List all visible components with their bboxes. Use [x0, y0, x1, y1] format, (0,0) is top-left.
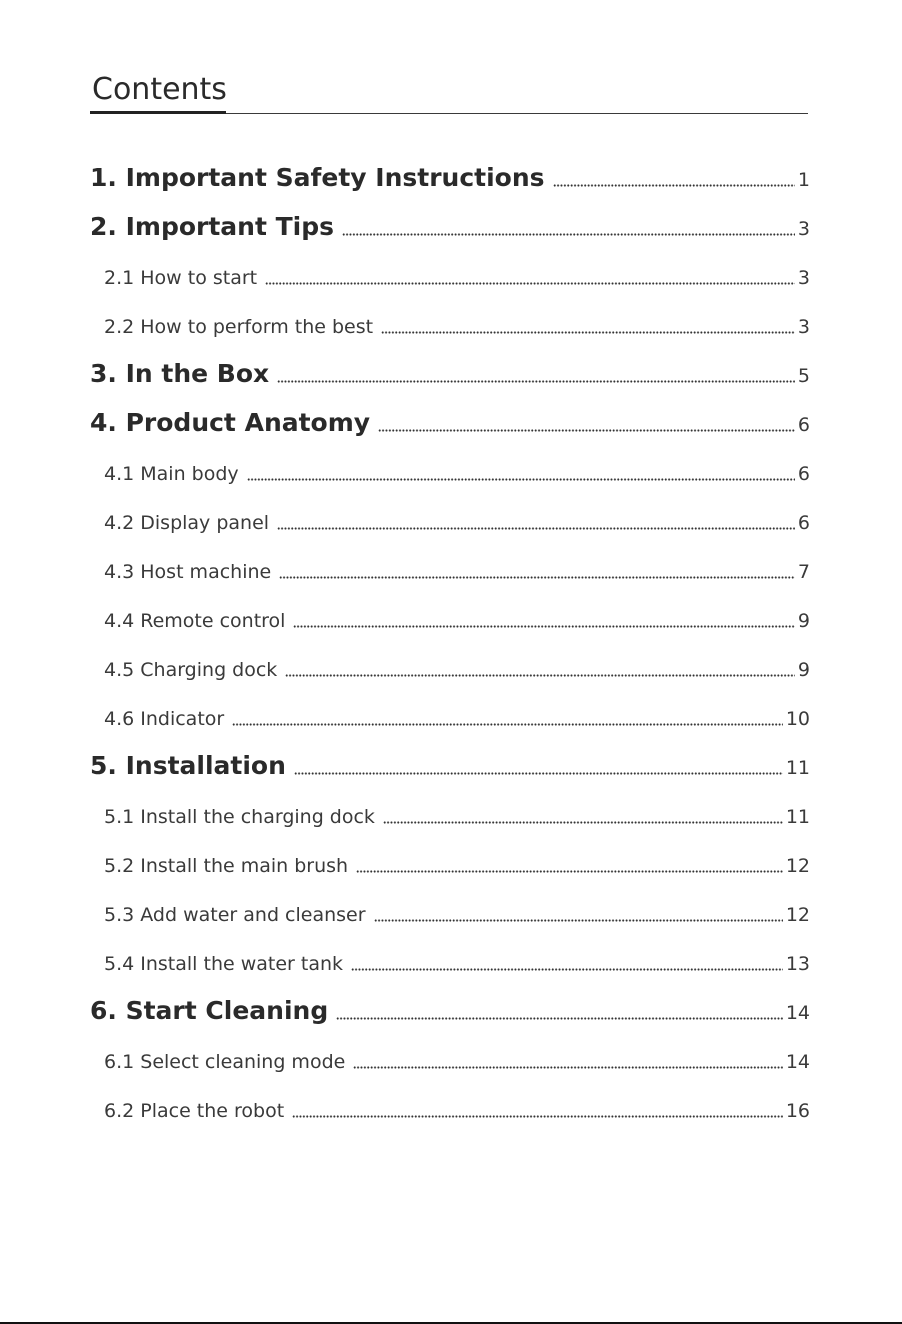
dot-leader	[285, 674, 795, 677]
toc-page-number: 7	[797, 561, 810, 583]
dot-leader	[294, 772, 783, 775]
toc-page-number: 6	[797, 512, 810, 534]
toc-page-number: 11	[785, 806, 810, 828]
toc-subentry-label: 5.3 Add water and cleanser	[104, 904, 366, 926]
toc-subentry[interactable]	[90, 693, 810, 742]
toc-subentry-label: 4.6 Indicator	[104, 708, 225, 730]
title-underline-accent	[90, 111, 226, 114]
dot-leader	[383, 821, 783, 824]
toc-entry[interactable]	[90, 154, 810, 203]
toc-page-number: 3	[797, 218, 810, 240]
toc-subentry[interactable]	[90, 448, 810, 497]
toc-subentry-label: 4.1 Main body	[104, 463, 239, 485]
toc-page-number: 12	[785, 904, 810, 926]
toc-page-number: 14	[785, 1002, 810, 1024]
toc-entry[interactable]	[90, 399, 810, 448]
toc-subentry[interactable]	[90, 595, 810, 644]
dot-leader	[277, 527, 795, 530]
toc-subentry-label: 5.1 Install the charging dock	[104, 806, 375, 828]
dot-leader	[336, 1017, 783, 1020]
dot-leader	[292, 1115, 783, 1118]
dot-leader	[378, 429, 795, 432]
toc-page-number: 16	[785, 1100, 810, 1122]
toc-subentry[interactable]	[90, 840, 810, 889]
dot-leader	[232, 723, 783, 726]
toc-subentry-label: 6.1 Select cleaning mode	[104, 1051, 346, 1073]
dot-leader	[277, 380, 795, 383]
toc-entry-label: 4. Product Anatomy	[90, 408, 371, 437]
toc-entry[interactable]	[90, 203, 810, 252]
toc-subentry[interactable]	[90, 791, 810, 840]
toc-subentry-label: 4.3 Host machine	[104, 561, 272, 583]
toc-page-number: 3	[797, 267, 810, 289]
toc-page-number: 13	[785, 953, 810, 975]
toc-subentry-label: 4.4 Remote control	[104, 610, 286, 632]
toc-subentry-label: 6.2 Place the robot	[104, 1100, 285, 1122]
toc-page-number: 5	[797, 365, 810, 387]
toc-page-number: 9	[797, 659, 810, 681]
toc-subentry-label: 2.1 How to start	[104, 267, 258, 289]
toc-subentry[interactable]	[90, 1036, 810, 1085]
toc-page-number: 1	[797, 169, 810, 191]
toc-subentry-label: 5.2 Install the main brush	[104, 855, 349, 877]
toc-entry-label: 2. Important Tips	[90, 212, 335, 241]
dot-leader	[553, 184, 795, 187]
toc-subentry[interactable]	[90, 938, 810, 987]
toc-entry[interactable]	[90, 742, 810, 791]
toc-subentry[interactable]	[90, 1085, 810, 1134]
toc-subentry[interactable]	[90, 546, 810, 595]
toc-page-number: 6	[797, 463, 810, 485]
toc-page-number: 6	[797, 414, 810, 436]
dot-leader	[342, 233, 795, 236]
toc-subentry-label: 4.5 Charging dock	[104, 659, 278, 681]
dot-leader	[353, 1066, 782, 1069]
toc-subentry[interactable]	[90, 497, 810, 546]
dot-leader	[293, 625, 794, 628]
dot-leader	[351, 968, 783, 971]
table-of-contents	[90, 154, 810, 1134]
contents-header	[90, 70, 808, 116]
toc-entry-label: 5. Installation	[90, 751, 286, 780]
toc-subentry-label: 5.4 Install the water tank	[104, 953, 344, 975]
toc-subentry-label: 4.2 Display panel	[104, 512, 270, 534]
toc-page-number: 3	[797, 316, 810, 338]
page-title: Contents	[92, 72, 227, 107]
toc-entry[interactable]	[90, 987, 810, 1036]
toc-entry-label: 3. In the Box	[90, 359, 270, 388]
toc-subentry[interactable]	[90, 644, 810, 693]
dot-leader	[279, 576, 795, 579]
dot-leader	[247, 478, 795, 481]
toc-page-number: 9	[797, 610, 810, 632]
dot-leader	[374, 919, 783, 922]
toc-subentry[interactable]	[90, 301, 810, 350]
dot-leader	[265, 282, 795, 285]
toc-entry-label: 6. Start Cleaning	[90, 996, 329, 1025]
toc-page-number: 14	[785, 1051, 810, 1073]
toc-subentry-label: 2.2 How to perform the best	[104, 316, 374, 338]
toc-subentry[interactable]	[90, 252, 810, 301]
toc-entry-label: 1. Important Safety Instructions	[90, 163, 545, 192]
toc-page-number: 11	[785, 757, 810, 779]
toc-subentry[interactable]	[90, 889, 810, 938]
dot-leader	[381, 331, 795, 334]
dot-leader	[356, 870, 783, 873]
toc-entry[interactable]	[90, 350, 810, 399]
toc-page-number: 10	[785, 708, 810, 730]
toc-page-number: 12	[785, 855, 810, 877]
